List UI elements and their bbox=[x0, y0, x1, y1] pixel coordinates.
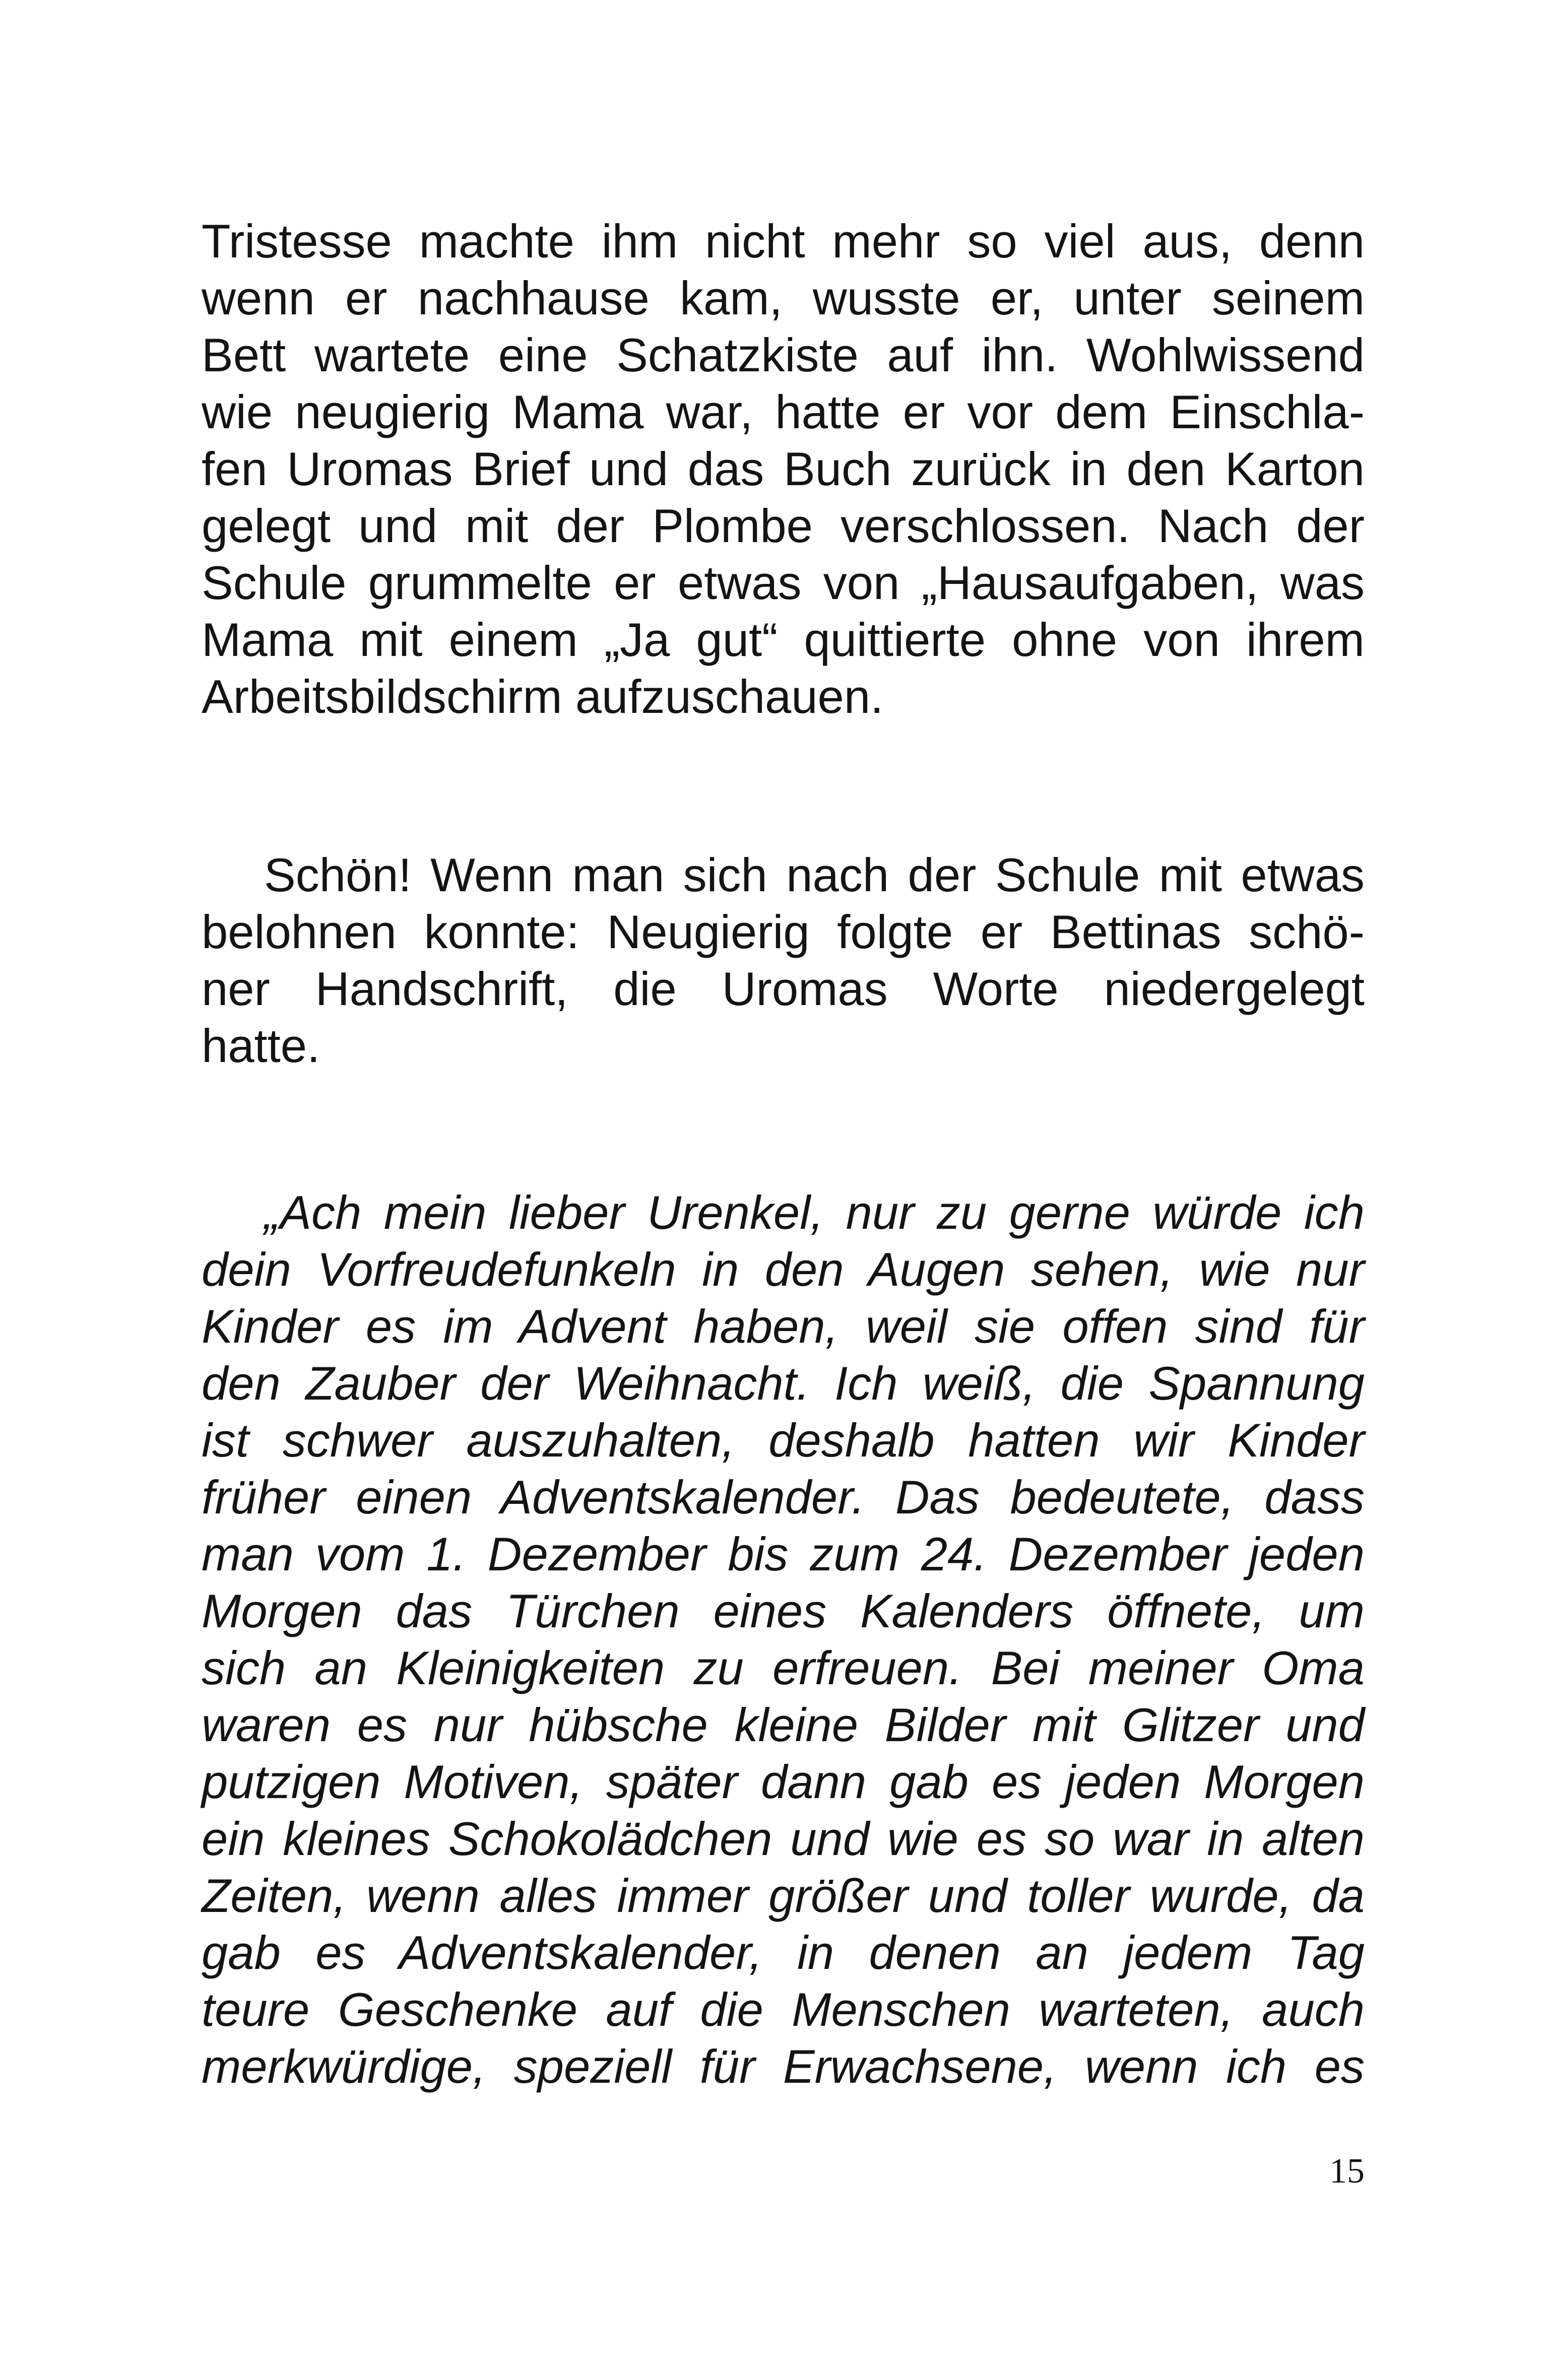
text-line: „Ach mein lieber Urenkel, nur zu gerne würde ich bbox=[264, 1186, 1365, 1239]
text-line: belohnen konnte: Neugierig folgte er Bettinas schö- bbox=[202, 905, 1365, 958]
text-line: ein kleines Schokolädchen und wie es so war in alten bbox=[202, 1812, 1365, 1865]
text-line: merkwürdige, speziell für Erwachsene, wenn ich es bbox=[202, 2040, 1365, 2093]
text-line: dein Vorfreudefunkeln in den Augen sehen, wie nur bbox=[202, 1243, 1365, 1296]
text-line: Tristesse machte ihm nicht mehr so viel aus, denn bbox=[202, 215, 1365, 268]
text-line: hatte. bbox=[202, 1019, 320, 1072]
text-line: fen Uromas Brief und das Buch zurück in den Karton bbox=[202, 442, 1365, 495]
text-line: teure Geschenke auf die Menschen warteten, auch bbox=[202, 1983, 1365, 2036]
text-line: Schule grummelte er etwas von „Hausaufgaben, was bbox=[202, 556, 1365, 609]
text-line: Kinder es im Advent haben, weil sie offen sind für bbox=[202, 1300, 1365, 1353]
page-number: 15 bbox=[1329, 2152, 1365, 2191]
text-line: früher einen Adventskalender. Das bedeutete, dass bbox=[202, 1471, 1365, 1524]
text-line: ner Handschrift, die Uromas Worte niedergelegt bbox=[202, 962, 1365, 1015]
text-line: gelegt und mit der Plombe verschlossen. Nach der bbox=[202, 499, 1365, 552]
text-line: gab es Adventskalender, in denen an jedem Tag bbox=[202, 1926, 1365, 1979]
text-line: Schön! Wenn man sich nach der Schule mit etwas bbox=[264, 848, 1365, 901]
text-line: Arbeitsbildschirm aufzuschauen. bbox=[202, 670, 884, 723]
text-line: wie neugierig Mama war, hatte er vor dem Einschla- bbox=[202, 385, 1365, 438]
text-line: Morgen das Türchen eines Kalenders öffnete, um bbox=[202, 1584, 1365, 1637]
text-line: ist schwer auszuhalten, deshalb hatten wir Kinder bbox=[202, 1414, 1365, 1467]
text-line: wenn er nachhause kam, wusste er, unter seinem bbox=[202, 272, 1365, 324]
text-line: Bett wartete eine Schatzkiste auf ihn. Wohlwissend bbox=[202, 328, 1365, 381]
text-line: Mama mit einem „Ja gut“ quittierte ohne von ihrem bbox=[202, 613, 1365, 666]
text-line: man vom 1. Dezember bis zum 24. Dezember jeden bbox=[202, 1528, 1365, 1580]
text-line: sich an Kleinigkeiten zu erfreuen. Bei meiner Oma bbox=[202, 1641, 1365, 1694]
text-line: den Zauber der Weihnacht. Ich weiß, die Spannung bbox=[202, 1357, 1365, 1410]
text-line: putzigen Motiven, später dann gab es jeden Morgen bbox=[202, 1755, 1365, 1808]
text-line: Zeiten, wenn alles immer größer und toller wurde, da bbox=[202, 1869, 1365, 1922]
text-line: waren es nur hübsche kleine Bilder mit Glitzer und bbox=[202, 1698, 1365, 1751]
